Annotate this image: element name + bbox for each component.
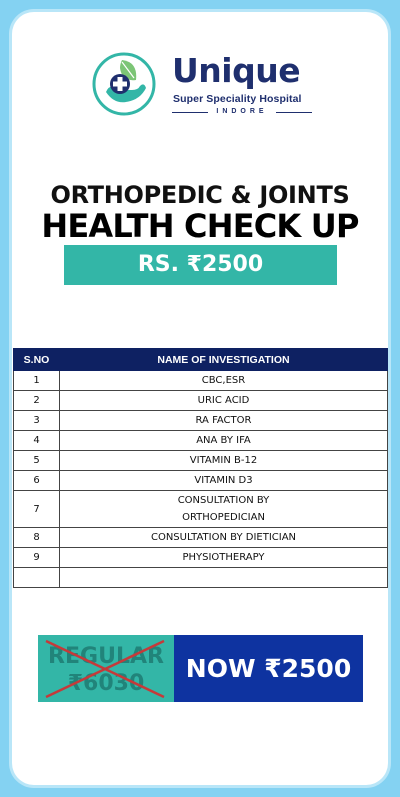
brand-city-row: [172, 106, 312, 118]
table-row: [14, 491, 388, 528]
row-number: 3: [14, 411, 60, 431]
package-title-line1: ORTHOPEDIC & JOINTS: [50, 181, 350, 209]
column-header-investigation: NAME OF INVESTIGATION: [60, 349, 388, 371]
table-row: [14, 528, 388, 548]
row-number: 7: [14, 491, 60, 528]
investigation-name: [60, 568, 388, 588]
investigation-name: PHYSIOTHERAPY: [60, 548, 388, 568]
table-header-row: [14, 349, 388, 371]
row-number: [14, 568, 60, 588]
investigation-name: URIC ACID: [60, 391, 388, 411]
investigation-name: CONSULTATION BY DIETICIAN: [60, 528, 388, 548]
strikethrough-icon: [38, 635, 174, 702]
investigation-name: ANA BY IFA: [60, 431, 388, 451]
regular-label: REGULAR: [48, 644, 164, 669]
table-row: [14, 371, 388, 391]
column-header-sno: S.NO: [14, 349, 60, 371]
investigation-name: RA FACTOR: [60, 411, 388, 431]
divider: [276, 112, 312, 113]
brand-subtitle: Super Speciality Hospital: [173, 93, 302, 105]
row-number: 2: [14, 391, 60, 411]
package-price: RS. ₹2500: [64, 245, 337, 285]
table-row: [14, 431, 388, 451]
now-price-box: NOW ₹2500: [174, 635, 363, 702]
offer-banner: [38, 635, 363, 702]
row-number: 5: [14, 451, 60, 471]
brand-city: INDORE: [216, 108, 268, 115]
investigation-name: CBC,ESR: [60, 371, 388, 391]
regular-price-box: [38, 635, 174, 702]
investigation-name: [60, 491, 388, 528]
investigation-name-line1: CONSULTATION BY: [177, 495, 270, 506]
regular-price: ₹6030: [67, 671, 145, 696]
row-number: 9: [14, 548, 60, 568]
table-row: [14, 471, 388, 491]
hospital-logo-icon: [92, 52, 156, 116]
row-number: 8: [14, 528, 60, 548]
investigation-name: VITAMIN B-12: [60, 451, 388, 471]
table-row-empty: [14, 568, 388, 588]
row-number: 1: [14, 371, 60, 391]
investigation-name-line2: ORTHOPEDICIAN: [182, 512, 265, 523]
package-title-line2: HEALTH CHECK UP: [41, 207, 359, 245]
brand-name: Unique: [172, 51, 301, 90]
investigation-table: [13, 348, 388, 588]
table-row: [14, 391, 388, 411]
table-row: [14, 548, 388, 568]
table-row: [14, 451, 388, 471]
table-row: [14, 411, 388, 431]
row-number: 4: [14, 431, 60, 451]
row-number: 6: [14, 471, 60, 491]
investigation-name: VITAMIN D3: [60, 471, 388, 491]
